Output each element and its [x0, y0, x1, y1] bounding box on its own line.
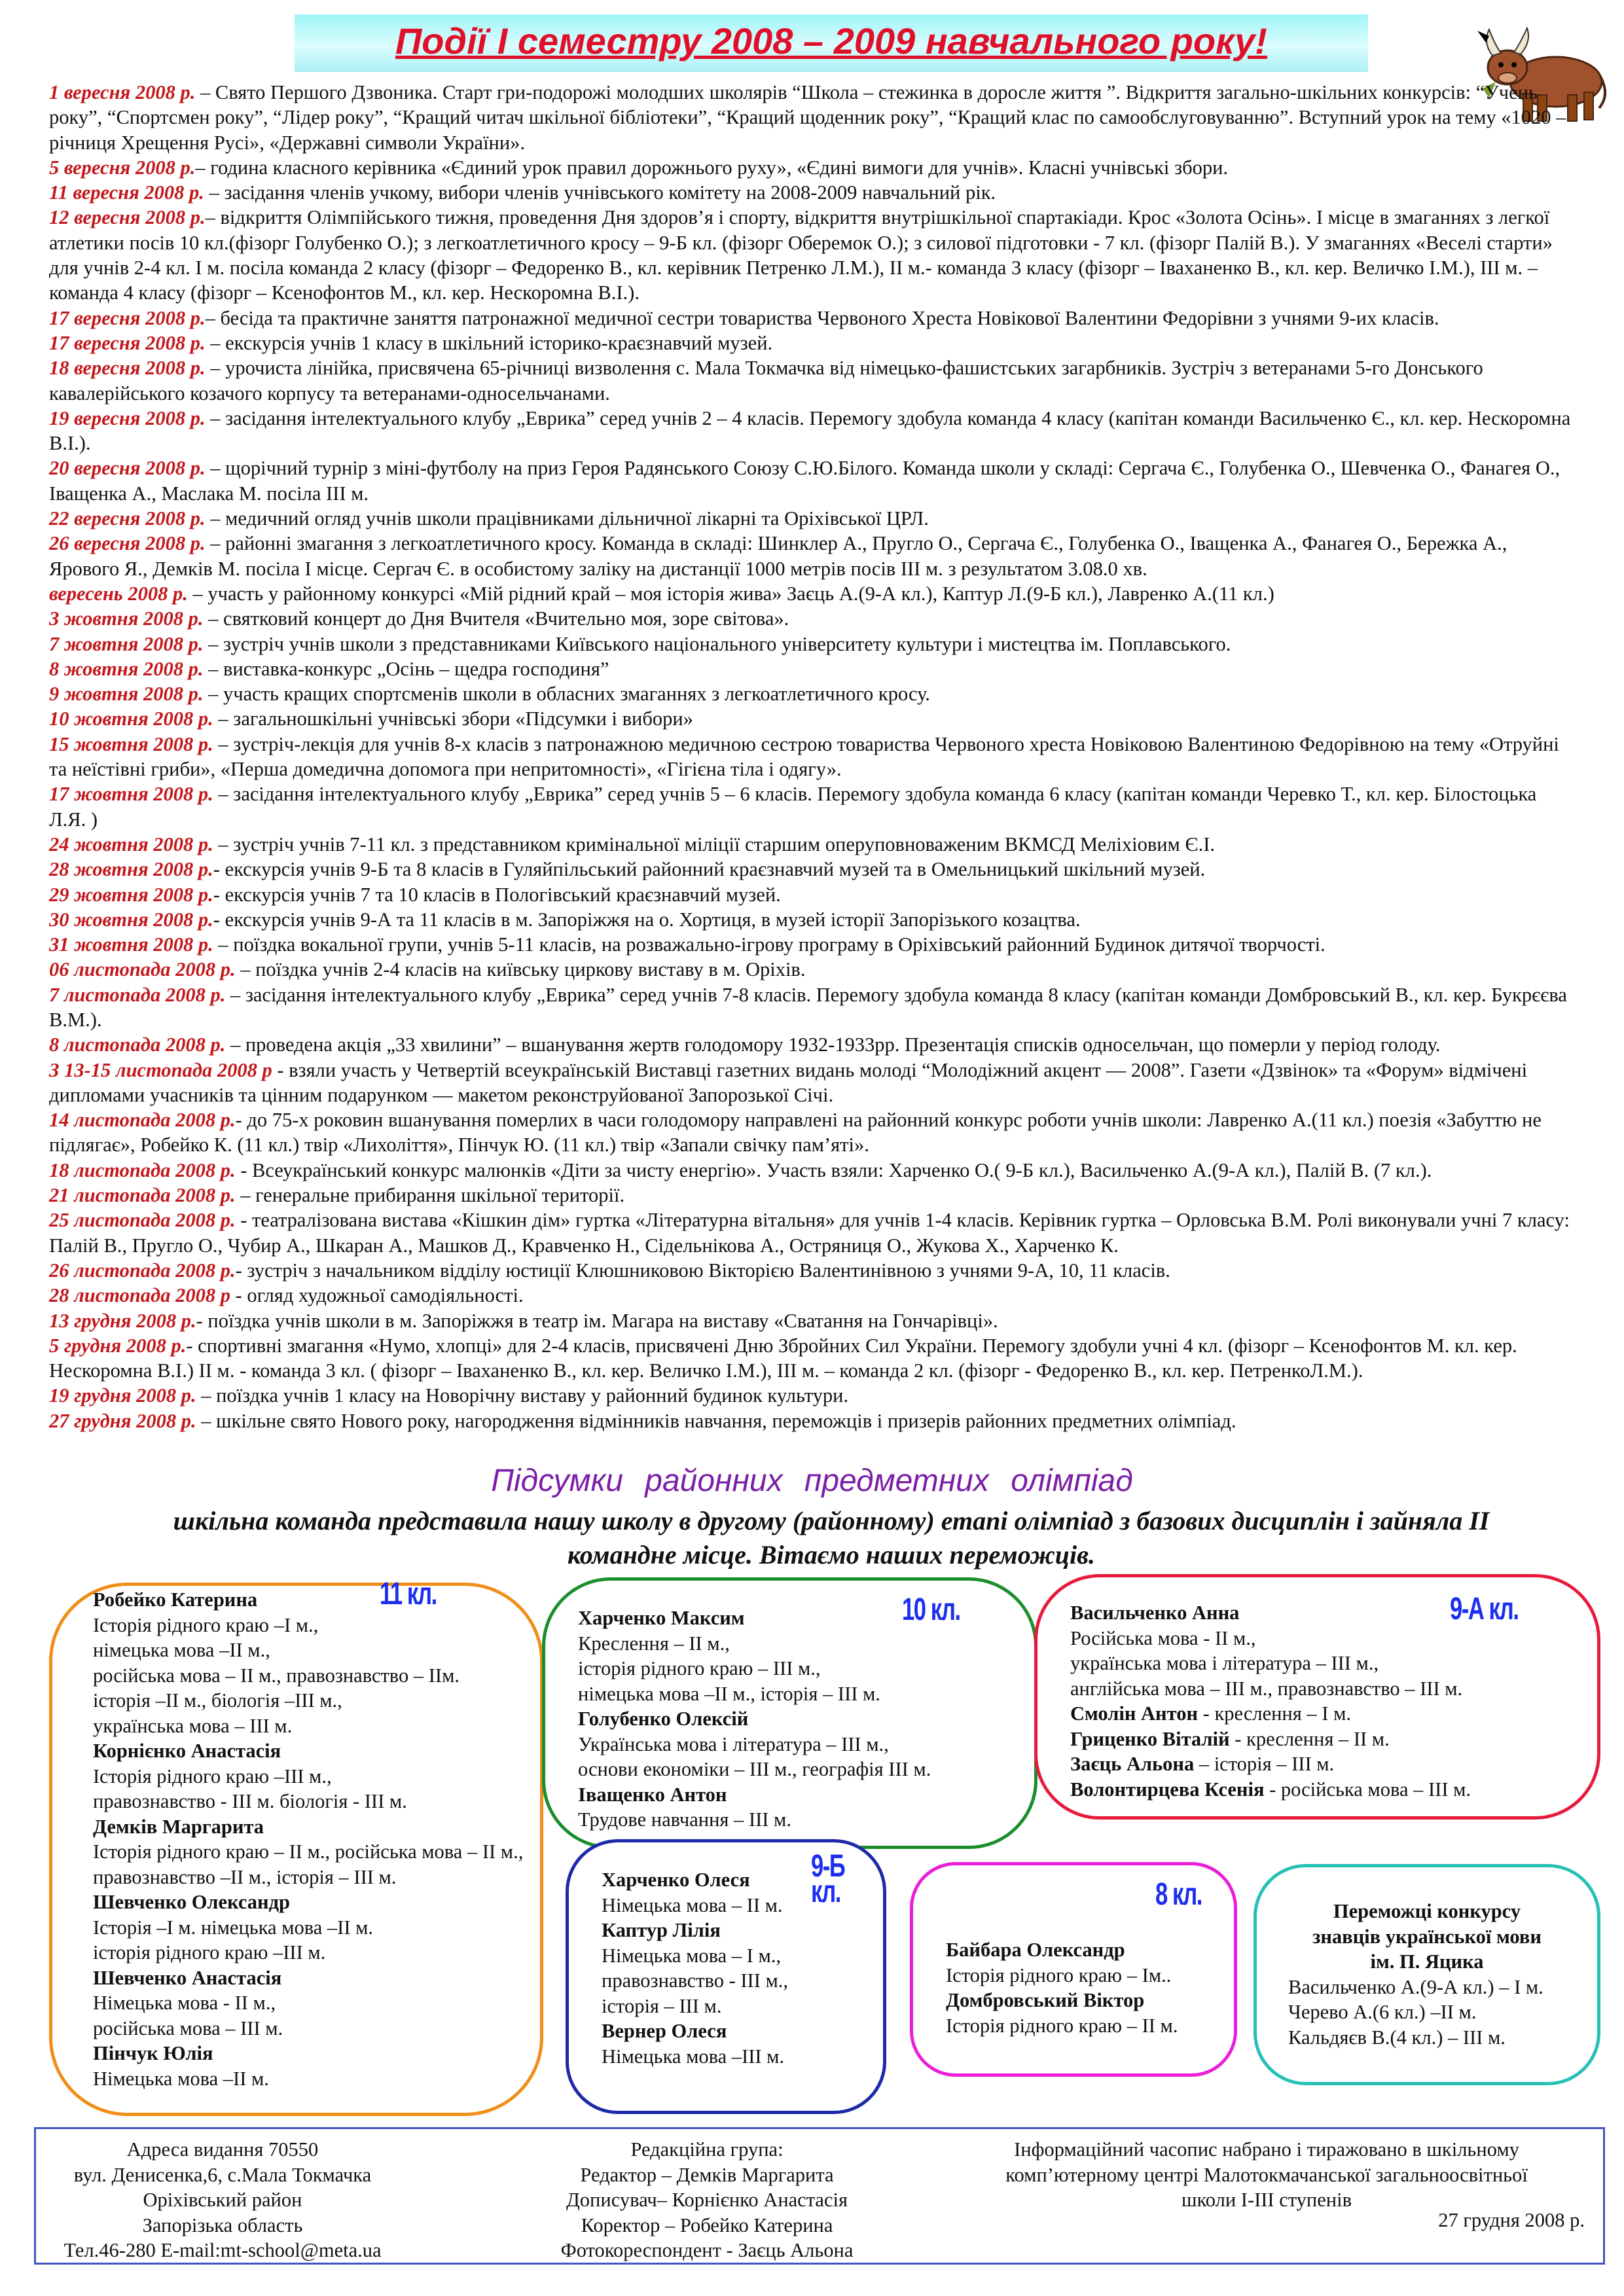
event-text: – святковий концерт до Дня Вчителя «Вчительно моя, зоре світова». — [203, 607, 789, 630]
winner-line — [93, 1638, 540, 1663]
event-item — [49, 1308, 1574, 1333]
winners-list — [1288, 1899, 1597, 2050]
event-item — [49, 306, 1574, 331]
event-item — [49, 857, 1574, 882]
event-date: 9 жовтня 2008 р. — [49, 683, 204, 706]
event-text: - екскурсія учнів 9-Б та 8 класів в Гуляйпільський районний краєзнавчий музей та в Омельницький шкільний музей. — [213, 858, 1206, 881]
event-text: – відкриття Олімпійського тижня, проведення Дня здоров’я і спорту, відкриття внутрішкільної спартакіади. Крос «Золота Осінь». І місце в змаганнях з легкої атлетики посів 10 кл.(фізорг Голубенко О.); з легкоатлетичного кросу – 9-Б кл. (фізорг Оберемок О.); з силової підготовки - 7 кл. (фізорг Палій В.). У змаганнях «Веселі старти» для учнів 2-4 кл. І м. посіла команда 2 класу (фізорг – Федоренко В., кл. керівник Петренко Л.М.), ІІ м.- команда 3 класу (фізорг – Іваханенко В., кл. кер. Величко І.М.), ІІІ м. – команда 4 класу (фізорг – Ксенофонтов М., кл. кер. Нескоромна В.І.). — [49, 206, 1553, 304]
winner-name: Гриценко Віталій — [1070, 1727, 1230, 1750]
event-item — [49, 606, 1574, 631]
winner-result: правознавство - ІІІ м., — [602, 1969, 789, 1992]
winner-line — [1070, 1676, 1597, 1702]
winners-box-9a — [1034, 1574, 1600, 1820]
event-text: - огляд художньої самодіяльності. — [230, 1284, 524, 1307]
event-date: 17 вересня 2008 р. — [49, 306, 206, 329]
event-date: 20 вересня 2008 р. — [49, 457, 206, 480]
footer-line: вул. Денисенка,6, с.Мала Токмачка — [73, 2163, 372, 2186]
winner-line — [1257, 1899, 1597, 1924]
winner-line — [1070, 1777, 1597, 1803]
winner-line — [93, 1814, 540, 1840]
event-item — [49, 957, 1574, 982]
event-date: 13 грудня 2008 р. — [49, 1309, 196, 1332]
event-item — [49, 1032, 1574, 1057]
winner-result: історія рідного краю – ІІІ м., — [578, 1657, 821, 1679]
winner-name: ім. П. Яцика — [1370, 1950, 1484, 1973]
winner-line — [578, 1807, 1034, 1833]
event-item — [49, 1283, 1574, 1308]
footer-line: Тел.46-280 E-mail:mt-school@meta.ua — [63, 2239, 382, 2261]
issue-date: 27 грудня 2008 р. — [1438, 2209, 1585, 2231]
footer-line: Коректор – Робейко Катерина — [581, 2214, 833, 2236]
event-text: – екскурсія учнів 1 класу в шкільний історико-краєзнавчий музей. — [205, 331, 773, 354]
event-text: - Всеукраїнський конкурс малюнків «Діти за чисту енергію». Участь взяли: Харченко О.( 9-Б кл.), Васильченко А.(9-А кл.), Палій В. (7 кл.). — [235, 1158, 1432, 1181]
winner-result: Історія рідного краю – ІІ м., російська мова – ІІ м., правознавство –ІІ м., історія – ІІІ м. — [93, 1840, 524, 1888]
event-date: 11 вересня 2008 р. — [49, 181, 204, 204]
event-date: 14 листопада 2008 р. — [49, 1109, 236, 1132]
winner-result: Українська мова і література – ІІІ м., — [578, 1732, 889, 1755]
event-item — [49, 1408, 1574, 1433]
winner-line — [1070, 1651, 1597, 1676]
event-date: 3 жовтня 2008 р. — [49, 607, 204, 630]
winner-result: історія рідного краю –ІІІ м. — [93, 1941, 326, 1964]
publication-info — [933, 2137, 1600, 2213]
publisher-address — [36, 2137, 409, 2263]
event-text: - екскурсія учнів 9-А та 11 класів в м. Запоріжжя на о. Хортиця, в музей історії Запорізького козацтва. — [213, 908, 1081, 931]
winner-result: українська мова і література – ІІІ м., — [1070, 1652, 1379, 1674]
winner-name: Пінчук Юлія — [93, 2042, 213, 2064]
winner-line — [578, 1732, 1034, 1757]
winner-result: Російська мова - ІІ м., — [1070, 1626, 1256, 1649]
winners-list — [946, 1937, 1234, 2038]
event-date: 26 вересня 2008 р. — [49, 532, 206, 555]
winner-result: німецька мова –ІІ м., історія – ІІІ м. — [578, 1682, 880, 1705]
winner-result: російська мова – ІІІ м. — [93, 2017, 283, 2039]
winner-result: Історія –І м. німецька мова –ІІ м. — [93, 1916, 374, 1939]
winner-line — [93, 1713, 540, 1739]
grade-label: 8 кл. — [1155, 1877, 1202, 1912]
footer-line: комп’ютерному центрі Малотокмачанської загальноосвітньої — [1005, 2163, 1528, 2186]
winner-line — [93, 1688, 540, 1713]
event-item — [49, 80, 1574, 155]
event-item — [49, 355, 1574, 406]
event-date: 30 жовтня 2008 р. — [49, 908, 213, 931]
winner-result: Німецька мова –ІІІ м. — [602, 2045, 785, 2068]
winner-name: Іващенко Антон — [578, 1783, 727, 1806]
event-date: 5 вересня 2008 р. — [49, 156, 196, 179]
winners-box-8 — [910, 1862, 1237, 2077]
winner-line — [93, 2066, 540, 2092]
winner-name: Вернер Олеся — [602, 2020, 727, 2042]
event-item — [49, 180, 1574, 205]
event-text: – участь кращих спортсменів школи в обласних змаганнях з легкоатлетичного кросу. — [203, 683, 930, 706]
event-date: 22 вересня 2008 р. — [49, 507, 206, 530]
grade-label: 9-Б кл. — [811, 1849, 845, 1909]
winner-result: англійська мова – ІІІ м., правознавство – ІІІ м. — [1070, 1677, 1463, 1700]
winner-line — [93, 1663, 540, 1689]
winner-line — [602, 2018, 883, 2044]
event-item — [49, 1058, 1574, 1108]
event-text: - спортивні змагання «Нумо, хлопці» для 2-4 класів, присвячені Дню Збройних Сил України. Перемогу здобули учні 4 кл. (фізорг – Ксенофонтов М. кл. кер. Нескоромна В.І.) ІІ м. - команда 3 кл. ( фізорг – Іваханенко В., кл. кер. Величко І.М.), ІІІ м. – команда 2 кл. (фізорг - Федоренко В., кл. кер. ПетренкоЛ.М.). — [49, 1334, 1517, 1382]
winner-line — [946, 1988, 1234, 2013]
event-item — [49, 506, 1574, 531]
winner-line — [578, 1782, 1034, 1808]
event-text: - поїздка учнів школи в м. Запоріжжя в театр ім. Магара на виставу «Сватання на Гончарівці». — [196, 1309, 998, 1332]
event-text: - зустріч з начальником відділу юстиції Клюшниковою Вікторією Валентинівною з учнями 9-А, 10, 11 класів. — [235, 1259, 1170, 1282]
event-item — [49, 632, 1574, 656]
winner-line — [93, 1915, 540, 1941]
footer-line: Редактор – Демків Маргарита — [580, 2163, 834, 2186]
editorial-team — [504, 2137, 910, 2263]
event-text: – поїздка вокальної групи, учнів 5-11 класів, на розважально-ігрову програму в Оріхівський районний Будинок дитячої творчості. — [213, 933, 1326, 956]
event-item — [49, 832, 1574, 857]
event-date: 06 листопада 2008 р. — [49, 958, 236, 981]
winner-result: Німецька мова –ІІ м. — [93, 2067, 269, 2090]
winner-name: Заєць Альона — [1070, 1753, 1195, 1775]
event-item — [49, 581, 1574, 606]
event-date: 21 листопада 2008 р. — [49, 1184, 236, 1207]
header-banner — [295, 14, 1368, 72]
winner-result: українська мова – ІІІ м. — [93, 1714, 293, 1737]
event-item — [49, 781, 1574, 832]
event-date: 18 листопада 2008 р. — [49, 1158, 236, 1181]
event-text: – щорічний турнір з міні-футболу на приз Героя Радянського Союзу С.Ю.Білого. Команда школи у складі: Сергача Є., Голубенка О., Шевченка О., Фанагея О., Іващенка А., Маслака М. посіла ІІІ м. — [49, 457, 1561, 505]
winner-result: - російська мова – ІІІ м. — [1264, 1778, 1471, 1801]
winner-line — [1288, 2000, 1597, 2025]
winner-line — [602, 1968, 883, 1994]
winner-result: німецька мова –ІІ м., — [93, 1639, 270, 1661]
winner-line — [93, 2041, 540, 2066]
event-text: - театралізована вистава «Кішкин дім» гуртка «Літературна вітальня» для учнів 1-4 класів. Керівник гуртка – Орловська В.М. Ролі виконували учні 7 класу: Палій В., Пругло О., Чубир А., Шкаран А., Машков Д., Кравченко Н., Сідельнікова А., Остряниця О., Жукова Х., Харченко К. — [49, 1209, 1570, 1257]
winner-name: Демків Маргарита — [93, 1815, 264, 1838]
event-date: 27 грудня 2008 р. — [49, 1409, 196, 1432]
winner-name: Голубенко Олексій — [578, 1708, 749, 1730]
event-item — [49, 205, 1574, 305]
footer-line: Інформаційний часопис набрано і тиражовано в шкільному — [1014, 2138, 1519, 2161]
event-text: – поїздка учнів 2-4 класів на київську циркову виставу в м. Оріхів. — [235, 958, 806, 981]
event-item — [49, 456, 1574, 506]
event-item — [49, 1383, 1574, 1408]
winner-name: Байбара Олександр — [946, 1939, 1125, 1961]
winner-name: Каптур Лілія — [602, 1919, 721, 1941]
winner-result: Історія рідного краю – ІІ м. — [946, 2014, 1178, 2037]
winner-name: Шевченко Анастасія — [93, 1966, 282, 1989]
winner-name: знавців української мови — [1312, 1925, 1542, 1948]
event-date: З 13-15 листопада 2008 р — [49, 1058, 272, 1081]
event-text: – проведена акція „33 хвилини” – вшанування жертв голодомору 1932-1933рр. Презентація списків односельчан, що померли у період голоду. — [225, 1033, 1441, 1056]
winner-line — [93, 1738, 540, 1764]
event-text: – Свято Першого Дзвоника. Старт гри-подорожі молодших школярів “Школа – стежинка в доросле життя ”. Відкриття загально-шкільних конкурсів: “Учень року”, “Спортсмен року”, “Лідер року”, “Кращий читач шкільної бібліотеки”, “Кращий щоденник року”, “Кращий клас по самообслуговуванню”. Вступний урок на тему «1020 –річниця Хрещення Русі», «Державні символи України». — [49, 81, 1566, 154]
event-date: 8 жовтня 2008 р. — [49, 657, 204, 680]
winner-result: історія –ІІ м., біологія –ІІІ м., — [93, 1689, 342, 1712]
event-item — [49, 406, 1574, 456]
footer-line: Запорізька область — [142, 2214, 303, 2236]
winner-result: історія – ІІІ м. — [602, 1994, 722, 2017]
event-text: – участь у районному конкурсі «Мій рідний край – моя історія жива» Заєць А.(9-А кл.), Каптур Л.(9-Б кл.), Лавренко А.(11 кл.) — [187, 582, 1274, 605]
winners-list — [1070, 1600, 1597, 1802]
winner-name: Домбровський Віктор — [946, 1989, 1145, 2011]
footer-line: Оріхівський район — [143, 2189, 302, 2211]
event-text: – шкільне свято Нового року, нагородження відмінників навчання, переможців і призерів районних предметних олімпіад. — [196, 1409, 1236, 1432]
event-date: 19 грудня 2008 р. — [49, 1384, 196, 1407]
winner-line — [578, 1681, 1034, 1707]
olympiad-title: Підсумки районних предметних олімпіад — [491, 1463, 1133, 1498]
winner-name: Шевченко Олександр — [93, 1891, 291, 1913]
event-item — [49, 1258, 1574, 1283]
winner-result: – історія – ІІІ м. — [1194, 1753, 1335, 1775]
event-text: – засідання членів учкому, вибори членів учнівського комітету на 2008-2009 навчальний рік. — [204, 181, 996, 204]
winner-result: Трудове навчання – ІІІ м. — [578, 1808, 791, 1831]
winner-line — [578, 1757, 1034, 1782]
event-date: 7 листопада 2008 р. — [49, 983, 226, 1006]
winner-result: Історія рідного краю –ІІІ м., — [93, 1765, 332, 1787]
winners-box-language-contest — [1254, 1864, 1600, 2085]
winner-line — [578, 1631, 1034, 1657]
event-date: 12 вересня 2008 р. — [49, 206, 206, 229]
winner-result: - креслення – ІІ м. — [1229, 1727, 1390, 1750]
olympiad-subtitle: шкільна команда представила нашу школу в другому (районному) етапі олімпіад з базових дисциплін і зайняла ІІ командне місце. Вітаємо наших переможців. — [173, 1506, 1490, 1570]
event-item — [49, 732, 1574, 782]
event-text: – поїздка учнів 1 класу на Новорічну виставу у районний будинок культури. — [196, 1384, 849, 1407]
event-date: 1 вересня 2008 р. — [49, 81, 196, 103]
event-item — [49, 882, 1574, 907]
event-text: - екскурсія учнів 7 та 10 класів в Пологівський краєзнавчий музей. — [213, 883, 781, 906]
winners-box-9b — [566, 1839, 886, 2114]
event-text: - взяли участь у Четвертій всеукраїнській Виставці газетних видань молоді “Молодіжний акцент — 2008”. Газети «Дзвінок» та «Форум» відмічені дипломами учасників та цінним подарунком — макетом реконструйованої Запорозької Січі. — [49, 1058, 1528, 1106]
event-text: – засідання інтелектуального клубу „Еврика” серед учнів 5 – 6 класів. Перемогу здобула команда 6 класу (капітан команди Черевко Т., кл. кер. Білостоцька Л.Я. ) — [49, 783, 1537, 831]
winner-name: Волонтирцева Ксенія — [1070, 1778, 1265, 1801]
winner-line — [578, 1706, 1034, 1732]
event-date: 25 листопада 2008 р. — [49, 1209, 236, 1232]
winner-result: Кальдяєв В.(4 кл.) – ІІІ м. — [1288, 2026, 1506, 2049]
event-item — [49, 531, 1574, 581]
event-item — [49, 1158, 1574, 1183]
winner-line — [1288, 2025, 1597, 2051]
winners-list — [578, 1605, 1034, 1833]
event-text: – зустріч учнів 7-11 кл. з представником кримінальної міліції старшим оперуповноваженим ВКМСД Меліхіовим Є.І. — [213, 833, 1216, 855]
event-item — [49, 656, 1574, 681]
winner-line — [946, 2013, 1234, 2039]
winner-result: правознавство - ІІІ м. біологія - ІІІ м. — [93, 1790, 407, 1812]
footer — [34, 2127, 1605, 2265]
event-date: 5 грудня 2008 р. — [49, 1334, 187, 1357]
winner-line — [93, 1839, 540, 1890]
winner-line — [93, 1890, 540, 1915]
event-item — [49, 1107, 1574, 1158]
winner-result: Німецька мова – ІІ м. — [602, 1893, 783, 1916]
winner-result: російська мова – ІІ м., правознавство – ІІм. — [93, 1664, 460, 1687]
winner-line — [1070, 1727, 1597, 1752]
winner-line — [1288, 1975, 1597, 2000]
event-date: 29 жовтня 2008 р. — [49, 883, 213, 906]
event-text: – зустріч-лекція для учнів 8-х класів з патронажною медичною сестрою товариства Червоного хреста Новіковою Валентиною Федорівною на тему «Отруйні та неїстівні гриби», «Перша домедична допомога при непритомності», «Гігієна тіла і одягу». — [49, 732, 1559, 781]
event-item — [49, 331, 1574, 355]
event-date: 10 жовтня 2008 р. — [49, 708, 213, 730]
event-text: – виставка-конкурс „Осінь – щедра господиня” — [203, 657, 609, 680]
event-date: 15 жовтня 2008 р. — [49, 732, 213, 755]
event-text: – година класного керівника «Єдиний урок правил дорожнього руху», «Єдині вимоги для учнів». Класні учнівські збори. — [195, 156, 1229, 179]
event-item — [49, 982, 1574, 1033]
event-date: 24 жовтня 2008 р. — [49, 833, 213, 855]
event-item — [49, 1183, 1574, 1208]
winner-result: Історія рідного краю –І м., — [93, 1613, 319, 1636]
winner-line — [602, 1918, 883, 1943]
winner-result: Черево А.(6 кл.) –ІІ м. — [1288, 2001, 1477, 2023]
winners-list — [93, 1587, 540, 2091]
winner-line — [602, 2044, 883, 2070]
event-text: - до 75-х роковин вшанування померлих в часи голодомору направлені на районний конкурс роботи учнів школи: Лавренко А.(11 кл.) поезія «Забуттю не підлягає», Робейко К. (11 кл.) твір «Лихоліття», Пінчук Ю. (11 кл.) твір «Запали свічку пам’яті». — [49, 1109, 1542, 1157]
footer-line: Фотокореспондент - Заєць Альона — [560, 2239, 854, 2261]
footer-line: Редакційна група: — [630, 2138, 784, 2161]
event-date: 28 листопада 2008 р — [49, 1284, 230, 1307]
winner-line — [602, 1994, 883, 2019]
event-item — [49, 907, 1574, 932]
winner-name: Харченко Максим — [578, 1607, 745, 1629]
event-text: – засідання інтелектуального клубу „Еврика” серед учнів 7-8 класів. Перемогу здобула команда 8 класу (капітан команди Домбровський В., кл. кер. Букрєєва В.М.). — [49, 983, 1567, 1031]
grade-label: 10 кл. — [902, 1592, 960, 1627]
grade-label: 11 кл. — [380, 1577, 437, 1611]
winner-line — [602, 1943, 883, 1969]
event-date: 8 листопада 2008 р. — [49, 1033, 226, 1056]
event-text: – генеральне прибирання шкільної території. — [235, 1184, 625, 1207]
event-date: 18 вересня 2008 р. — [49, 357, 206, 380]
winner-line — [578, 1656, 1034, 1681]
winner-line — [93, 1587, 540, 1613]
winner-name: Робейко Катерина — [93, 1588, 258, 1611]
winner-name: Смолін Антон — [1070, 1702, 1199, 1725]
winner-line — [578, 1605, 1034, 1631]
page-title: Події І семестру 2008 – 2009 навчального року! — [395, 20, 1267, 62]
event-text: – урочиста лінійка, присвячена 65-річниці визволення с. Мала Токмачка від німецько-фашистських загарбників. Зустріч з ветеранами 5-го Донського кавалерійського козачого корпусу та ветеранами-односельчанами. — [49, 357, 1483, 404]
event-item — [49, 681, 1574, 706]
event-item — [49, 1208, 1574, 1258]
winner-line — [93, 1940, 540, 1965]
winner-line — [93, 1965, 540, 1991]
event-text: – бесіда та практичне заняття патронажної медичної сестри товариства Червоного Хреста Новікової Валентини Федорівни з учнями 9-их класів. — [205, 306, 1439, 329]
event-date: 7 жовтня 2008 р. — [49, 632, 204, 655]
grade-label: 9-А кл. — [1450, 1592, 1519, 1626]
footer-line: школи І-ІІІ ступенів — [1182, 2189, 1352, 2211]
winner-name: Харченко Олеся — [602, 1869, 750, 1891]
winner-result: Історія рідного краю – Ім.. — [946, 1964, 1172, 1986]
event-date: вересень 2008 р. — [49, 582, 188, 605]
winner-line — [1257, 1924, 1597, 1950]
winners-box-10 — [542, 1577, 1038, 1849]
events-list — [49, 80, 1574, 1433]
winner-name: Васильченко Анна — [1070, 1602, 1240, 1624]
event-text: – засідання інтелектуального клубу „Еврика” серед учнів 2 – 4 класів. Перемогу здобула команда 4 класу (капітан команди Васильченко Є., кл. кер. Нескоромна В.І.). — [49, 406, 1571, 455]
event-date: 17 жовтня 2008 р. — [49, 783, 213, 806]
event-item — [49, 155, 1574, 180]
event-text: – загальношкільні учнівські збори «Підсумки і вибори» — [213, 708, 693, 730]
winner-line — [93, 1990, 540, 2016]
event-date: 19 вересня 2008 р. — [49, 406, 206, 429]
winner-line — [93, 2016, 540, 2041]
winner-line — [1070, 1751, 1597, 1777]
event-text: – медичний огляд учнів школи працівниками дільничної лікарні та Оріхівської ЦРЛ. — [205, 507, 929, 530]
winner-line — [93, 1613, 540, 1638]
winner-result: Німецька мова - ІІ м., — [93, 1992, 276, 2014]
event-date: 17 вересня 2008 р. — [49, 331, 206, 354]
event-item — [49, 1333, 1574, 1384]
winner-line — [1257, 1949, 1597, 1975]
event-date: 26 листопада 2008 р. — [49, 1259, 236, 1282]
event-item — [49, 706, 1574, 731]
winner-name: Корнієнко Анастасія — [93, 1740, 281, 1762]
winner-result: Німецька мова – І м., — [602, 1944, 782, 1967]
event-date: 31 жовтня 2008 р. — [49, 933, 213, 956]
footer-line: Дописувач– Корнієнко Анастасія — [566, 2189, 848, 2211]
winner-name: Переможці конкурсу — [1333, 1900, 1521, 1922]
winner-line — [1070, 1626, 1597, 1651]
winner-line — [946, 1937, 1234, 1963]
winner-line — [93, 1789, 540, 1814]
event-text: – районні змагання з легкоатлетичного кросу. Команда в складі: Шинклер А., Пругло О., Сергача Є., Голубенка О., Іващенка А., Фанагея О., Бережка А., Ярового Я., Демків М. посіла І місце. Сергач Є. в особистому заліку на дистанції 1000 метрів посів ІІІ м. з результатом 3.08.0 хв. — [49, 532, 1507, 580]
winner-line — [1070, 1701, 1597, 1727]
winner-line — [93, 1764, 540, 1789]
winner-result: Васильченко А.(9-А кл.) – І м. — [1288, 1975, 1543, 1998]
winner-result: - креслення – І м. — [1198, 1702, 1351, 1725]
winner-result: Креслення – ІІ м., — [578, 1632, 730, 1655]
event-date: 28 жовтня 2008 р. — [49, 858, 213, 881]
event-text: – зустріч учнів школи з представниками Київського національного університету культури і мистецтва ім. Поплавського. — [203, 632, 1231, 655]
winner-result: основи економіки – ІІІ м., географія ІІІ м. — [578, 1758, 931, 1780]
winners-box-11 — [49, 1577, 543, 2116]
footer-line: Адреса видання 70550 — [126, 2138, 319, 2161]
event-item — [49, 932, 1574, 957]
winner-line — [946, 1963, 1234, 1988]
